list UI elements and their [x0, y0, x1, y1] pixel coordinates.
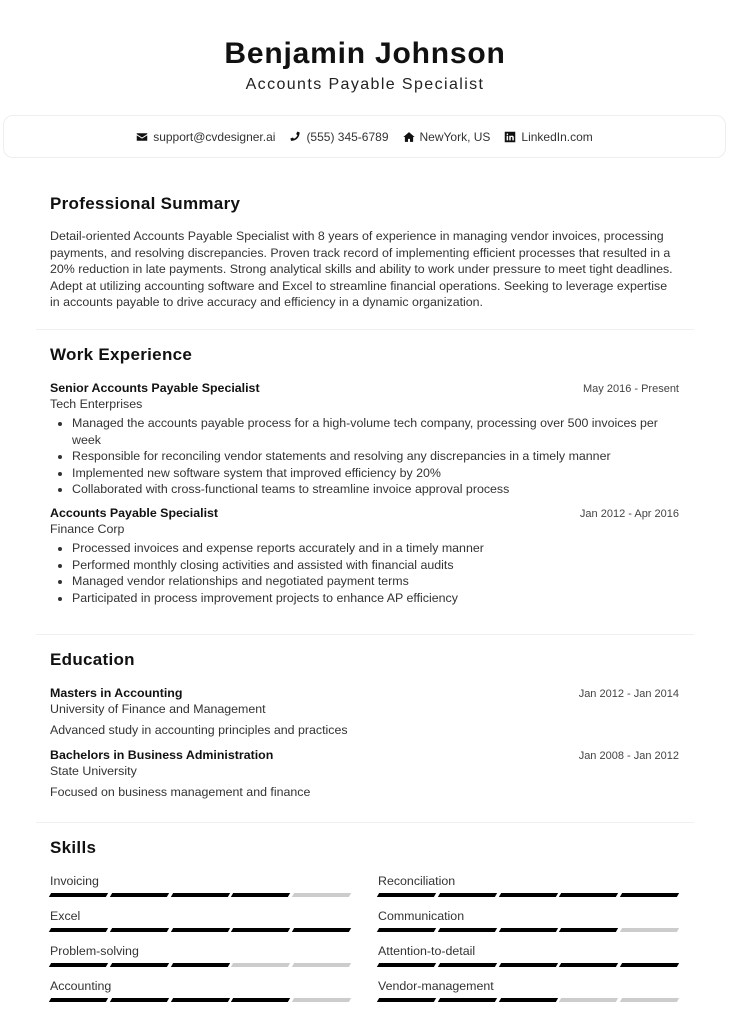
resume-header	[0, 0, 730, 96]
job-bullet: • Managed the accounts payable process for a high-volume tech company, processing over 500 invoices per week	[72, 415, 679, 448]
skill-item	[378, 979, 678, 1014]
skill-name: Reconciliation	[378, 874, 456, 888]
education-heading: Education	[50, 650, 135, 669]
skill-rating	[378, 963, 678, 967]
rating-segment-filled	[438, 963, 497, 967]
rating-segment-filled	[377, 893, 436, 897]
skill-item	[378, 909, 678, 944]
job-entry	[50, 506, 679, 606]
rating-segment-filled	[620, 893, 679, 897]
rating-segment-empty	[559, 998, 618, 1002]
contact-bar	[3, 115, 726, 158]
skills-heading: Skills	[50, 838, 97, 857]
rating-segment-filled	[498, 963, 557, 967]
rating-segment-filled	[377, 998, 436, 1002]
skill-item	[378, 874, 678, 909]
rating-segment-filled	[49, 893, 108, 897]
rating-segment-filled	[292, 928, 351, 932]
job-company: Tech Enterprises	[50, 397, 143, 411]
skill-item	[50, 944, 350, 979]
rating-segment-filled	[377, 963, 436, 967]
contact-location	[403, 130, 491, 144]
experience-section	[50, 345, 679, 606]
job-bullet: • Responsible for reconciling vendor statements and resolving any discrepancies in a timely manner	[72, 448, 679, 465]
job-title: Senior Accounts Payable Specialist	[50, 381, 260, 395]
candidate-name: Benjamin Johnson	[224, 37, 506, 70]
education-description: Advanced study in accounting principles and practices	[50, 723, 348, 737]
skills-section	[50, 838, 679, 1014]
skill-name: Invoicing	[50, 874, 99, 888]
location-text: NewYork, US	[419, 129, 491, 144]
rating-segment-filled	[559, 893, 618, 897]
rating-segment-filled	[110, 963, 169, 967]
education-dates: Jan 2008 - Jan 2012	[578, 749, 679, 762]
rating-segment-empty	[231, 963, 290, 967]
job-company: Finance Corp	[50, 521, 125, 536]
rating-segment-filled	[231, 893, 290, 897]
rating-segment-filled	[170, 928, 229, 932]
linkedin-icon	[504, 131, 516, 143]
email-text: support@cvdesigner.ai	[153, 129, 276, 144]
rating-segment-filled	[170, 998, 229, 1002]
rating-segment-filled	[438, 893, 497, 897]
rating-segment-filled	[498, 928, 557, 932]
education-section	[50, 650, 679, 800]
linkedin-text: LinkedIn.com	[521, 129, 593, 144]
rating-segment-filled	[110, 998, 169, 1002]
job-bullets	[50, 540, 679, 606]
job-bullet: • Processed invoices and expense reports accurately and in a timely manner	[72, 540, 679, 557]
skill-item	[50, 979, 350, 1014]
rating-segment-filled	[110, 893, 169, 897]
contact-email[interactable]	[136, 130, 275, 144]
rating-segment-empty	[620, 928, 679, 932]
rating-segment-empty	[620, 998, 679, 1002]
rating-segment-filled	[110, 928, 169, 932]
job-title: Accounts Payable Specialist	[50, 505, 219, 520]
skill-name: Communication	[378, 909, 465, 923]
contact-linkedin[interactable]	[504, 130, 592, 144]
section-divider	[36, 634, 694, 635]
skill-name: Problem-solving	[50, 944, 139, 958]
rating-segment-filled	[438, 928, 497, 932]
skill-item	[50, 874, 350, 909]
phone-icon	[289, 131, 301, 143]
rating-segment-filled	[231, 928, 290, 932]
summary-heading: Professional Summary	[50, 194, 241, 213]
skill-name: Accounting	[50, 979, 112, 993]
job-entry	[50, 381, 679, 498]
rating-segment-filled	[438, 998, 497, 1002]
skill-rating	[50, 963, 350, 967]
degree-title: Bachelors in Business Administration	[50, 747, 274, 762]
job-bullet: • Implemented new software system that improved efficiency by 20%	[72, 465, 679, 482]
section-divider	[36, 822, 694, 823]
rating-segment-empty	[292, 893, 351, 897]
skill-rating	[50, 998, 350, 1002]
envelope-icon	[136, 131, 148, 143]
job-bullet: • Collaborated with cross-functional teams to streamline invoice approval process	[72, 481, 679, 498]
job-bullet: • Performed monthly closing activities and assisted with financial audits	[72, 557, 679, 574]
rating-segment-filled	[559, 928, 618, 932]
rating-segment-filled	[49, 928, 108, 932]
summary-text: Detail-oriented Accounts Payable Specialist with 8 years of experience in managing vendor invoices, processing payments, and resolving discrepancies. Proven track record of implementing efficient processes that resulted in a 20% reduction in late payments. Strong analytical skills and ability to work under pressure to meet tight deadlines. Adept at utilizing accounting software and Excel to streamline financial operations. Seeking to leverage expertise in accounts payable to drive accuracy and efficiency in a dynamic organization.	[50, 229, 673, 310]
skill-item	[378, 944, 678, 979]
job-bullets	[50, 415, 679, 498]
skills-grid	[50, 874, 679, 1014]
education-dates: Jan 2012 - Jan 2014	[578, 688, 679, 700]
rating-segment-filled	[49, 998, 108, 1002]
phone-text: (555) 345-6789	[306, 129, 389, 144]
rating-segment-filled	[170, 893, 229, 897]
rating-segment-filled	[498, 893, 557, 897]
skill-name: Attention-to-detail	[378, 944, 476, 958]
rating-segment-filled	[231, 998, 290, 1002]
degree-title: Masters in Accounting	[50, 686, 183, 700]
school-name: University of Finance and Management	[50, 702, 266, 716]
section-divider	[36, 329, 694, 330]
job-bullet: • Participated in process improvement projects to enhance AP efficiency	[72, 590, 679, 607]
rating-segment-filled	[49, 963, 108, 967]
summary-section	[50, 194, 679, 311]
education-entry	[50, 748, 679, 801]
skill-rating	[50, 893, 350, 897]
school-name: State University	[50, 763, 137, 778]
rating-segment-filled	[377, 928, 436, 932]
candidate-title: Accounts Payable Specialist	[245, 76, 485, 93]
rating-segment-filled	[620, 963, 679, 967]
rating-segment-filled	[559, 963, 618, 967]
skill-rating	[378, 928, 678, 932]
rating-segment-empty	[292, 963, 351, 967]
job-dates: May 2016 - Present	[583, 383, 679, 395]
education-entry	[50, 686, 679, 739]
job-dates: Jan 2012 - Apr 2016	[579, 507, 679, 520]
home-icon	[403, 131, 415, 143]
education-description: Focused on business management and finance	[50, 784, 311, 799]
rating-segment-filled	[170, 963, 229, 967]
job-bullet: • Managed vendor relationships and negotiated payment terms	[72, 573, 679, 590]
skill-rating	[378, 893, 678, 897]
skill-rating	[378, 998, 678, 1002]
rating-segment-filled	[498, 998, 557, 1002]
skill-name: Excel	[50, 909, 81, 923]
experience-heading: Work Experience	[50, 345, 193, 364]
contact-phone[interactable]	[289, 130, 388, 144]
skill-rating	[50, 928, 350, 932]
rating-segment-empty	[292, 998, 351, 1002]
skill-item	[50, 909, 350, 944]
skill-name: Vendor-management	[378, 979, 494, 993]
